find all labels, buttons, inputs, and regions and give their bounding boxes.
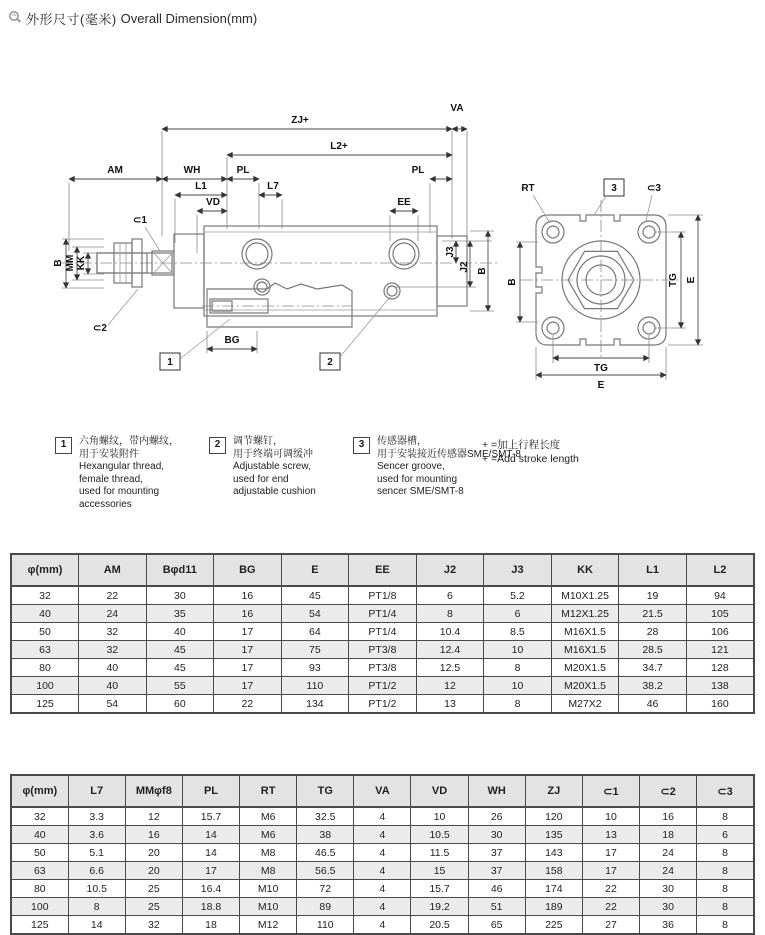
cell: M20X1.5 [551,677,619,695]
cell: 34.7 [619,659,687,677]
cell: 125 [11,695,79,714]
cell: 18.8 [182,898,239,916]
table-row [11,880,754,898]
cell: 45 [146,659,214,677]
header-row [11,775,754,807]
cell: 13 [416,695,484,714]
cell: 46 [619,695,687,714]
stroke-note-en: + =Add stroke length [482,453,579,465]
cell: 40 [79,659,147,677]
dim-label-j2: J2 [459,261,470,273]
cell: 10 [582,807,639,826]
callout-2 [320,297,390,370]
cell: 16 [125,826,182,844]
cell: 18 [640,826,697,844]
cell: 125 [11,916,68,935]
drawing-area [0,91,765,398]
cell: 10 [411,807,468,826]
column-header: WH [468,775,525,807]
cell: 10.5 [411,826,468,844]
cell: 15 [411,862,468,880]
cell: 30 [146,586,214,605]
cell: M27X2 [551,695,619,714]
note-marker: 3 [353,437,370,454]
dim-label-l1: L1 [195,181,207,192]
cell: 16 [640,807,697,826]
cell: 14 [182,844,239,862]
note-text: 调节螺钉， 用于终端可调缓冲 Adjustable screw, used for end adjustable cushion [233,436,316,497]
column-header: L1 [619,554,687,586]
cell: 121 [686,641,754,659]
cell: 46.5 [297,844,354,862]
cell: 27 [582,916,639,935]
note-marker: 1 [55,437,72,454]
cell: 28.5 [619,641,687,659]
cell: 189 [525,898,582,916]
end-extension-lines [516,215,703,380]
cell: 17 [582,862,639,880]
callout-2-number: 2 [327,357,333,368]
cell: 60 [146,695,214,714]
cell: 8 [416,605,484,623]
cell: 10.4 [416,623,484,641]
table-row [11,659,754,677]
dim-label-rt: RT [521,183,535,194]
cell: 8 [484,659,552,677]
cell: 16 [214,605,282,623]
cell: 32 [79,623,147,641]
cell: 19 [619,586,687,605]
cell: 11.5 [411,844,468,862]
cell: 26 [468,807,525,826]
column-header: AM [79,554,147,586]
cell: 20 [125,844,182,862]
cell: 13 [582,826,639,844]
cell: M16X1.5 [551,641,619,659]
cell: 20 [125,862,182,880]
cell: 75 [281,641,349,659]
cell: 8 [68,898,125,916]
page-title [0,0,765,28]
note-text: 传感器槽， 用于安装接近传感器SME/SMT-8 Sencer groove, used for mounting sencer SME/SMT-8 [377,436,521,497]
cell: 16 [214,586,282,605]
cell: 6.6 [68,862,125,880]
column-header: Bφd11 [146,554,214,586]
cell: 138 [686,677,754,695]
cell: M6 [240,807,297,826]
cell: 21.5 [619,605,687,623]
column-header: VD [411,775,468,807]
column-header: BG [214,554,282,586]
dim-label-va: VA [450,103,464,114]
cell: 30 [640,898,697,916]
cell: 14 [182,826,239,844]
cell: 38.2 [619,677,687,695]
cell: 10 [484,641,552,659]
column-header: φ(mm) [11,775,68,807]
table-row [11,844,754,862]
table-row [11,605,754,623]
cell: 25 [125,880,182,898]
dim-label-e-bottom: E [597,380,605,391]
cell: 134 [281,695,349,714]
cell: 8 [697,898,754,916]
cell: 160 [686,695,754,714]
cell: 128 [686,659,754,677]
cell: 45 [281,586,349,605]
cell: 8.5 [484,623,552,641]
table-row [11,641,754,659]
wrench-marker-3: ⊂3 [647,183,661,194]
cell: 5.2 [484,586,552,605]
table-row [11,807,754,826]
cell: 24 [640,844,697,862]
dim-label-ee: EE [397,197,411,208]
cell: 22 [582,880,639,898]
cell: 54 [79,695,147,714]
cell: 22 [214,695,282,714]
table-row [11,623,754,641]
cell: 8 [697,807,754,826]
cell: 8 [484,695,552,714]
table-row [11,677,754,695]
cell: 50 [11,623,79,641]
cell: 17 [214,677,282,695]
callout-3-number: 3 [611,183,617,194]
cell: 10 [484,677,552,695]
cell: 17 [214,659,282,677]
cell: M12X1.25 [551,605,619,623]
cell: 12.4 [416,641,484,659]
column-header: φ(mm) [11,554,79,586]
dim-label-bg: BG [224,335,240,346]
dim-label-l2: L2+ [330,141,348,152]
cell: PT1/2 [349,677,417,695]
cell: 12 [125,807,182,826]
column-header: VA [354,775,411,807]
cell: 22 [582,898,639,916]
cell: 110 [297,916,354,935]
cell: 17 [582,844,639,862]
cell: PT1/4 [349,623,417,641]
cell: PT3/8 [349,659,417,677]
cell: 4 [354,807,411,826]
cell: 89 [297,898,354,916]
cell: 40 [146,623,214,641]
cell: 40 [11,826,68,844]
dim-label-b-left: B [53,259,64,267]
cell: 63 [11,641,79,659]
column-header: KK [551,554,619,586]
cell: 4 [354,844,411,862]
stroke-length-note [482,438,579,466]
cell: 36 [640,916,697,935]
column-header: RT [240,775,297,807]
end-view-drawing [506,175,721,393]
cell: 40 [79,677,147,695]
cell: M12 [240,916,297,935]
cell: 18 [182,916,239,935]
callout-3 [594,179,624,215]
column-header: J3 [484,554,552,586]
cell: 4 [354,916,411,935]
column-header: ⊂1 [582,775,639,807]
cell: 37 [468,862,525,880]
cell: 25 [125,898,182,916]
cell: 80 [11,880,68,898]
cell: 45 [146,641,214,659]
cell: 40 [11,605,79,623]
dim-label-zj: ZJ+ [291,115,309,126]
cell: M8 [240,844,297,862]
notes-section [0,436,765,511]
cell: 16.4 [182,880,239,898]
cell: M16X1.5 [551,623,619,641]
column-header: EE [349,554,417,586]
cell: 12.5 [416,659,484,677]
wrench-marker-1: ⊂1 [133,215,147,226]
cell: 106 [686,623,754,641]
cell: 4 [354,880,411,898]
cell: 54 [281,605,349,623]
cell: 37 [468,844,525,862]
table-row [11,862,754,880]
cell: 94 [686,586,754,605]
cell: 32 [11,586,79,605]
cell: 5.1 [68,844,125,862]
cell: 50 [11,844,68,862]
dim-label-wh: WH [183,165,201,176]
cell: 225 [525,916,582,935]
cell: 8 [697,916,754,935]
cell: 63 [11,862,68,880]
column-header: MMφf8 [125,775,182,807]
cell: 30 [640,880,697,898]
cell: 10.5 [68,880,125,898]
column-header: E [281,554,349,586]
dim-label-tg-bottom: TG [594,363,608,374]
cell: 158 [525,862,582,880]
cell: 3.3 [68,807,125,826]
note-text: 六角螺纹，带内螺纹， 用于安装附件 Hexangular thread, female thread, used for mounting accessories [79,436,179,510]
cell: 100 [11,677,79,695]
cell: 6 [484,605,552,623]
page-title-en: Overall Dimension(mm) [120,11,258,26]
column-header: L7 [68,775,125,807]
cell: 4 [354,898,411,916]
extension-lines [62,131,494,353]
cell: PT1/8 [349,586,417,605]
cell: PT1/4 [349,605,417,623]
cell: 17 [214,623,282,641]
cell: 22 [79,586,147,605]
side-view-drawing [52,91,512,376]
cell: 15.7 [411,880,468,898]
note-marker: 2 [209,437,226,454]
cell: 15.7 [182,807,239,826]
cell: 65 [468,916,525,935]
cell: 8 [697,844,754,862]
dim-label-vd: VD [206,197,220,208]
cell: 20.5 [411,916,468,935]
cell: 24 [640,862,697,880]
column-header: TG [297,775,354,807]
cell: 120 [525,807,582,826]
dim-label-b-right: B [477,267,488,275]
dimension-table-1 [10,553,755,714]
wrench-marker-2: ⊂2 [93,323,107,334]
cell: 4 [354,862,411,880]
dim-label-mm: MM [65,254,76,272]
cylinder-side-body [60,226,500,327]
end-dimension-lines [520,215,698,375]
header-row [11,554,754,586]
cell: 72 [297,880,354,898]
dim-label-b-end: B [507,278,518,286]
column-header: ZJ [525,775,582,807]
cell: PT1/2 [349,695,417,714]
cell: 8 [697,880,754,898]
table-row [11,916,754,935]
column-header: PL [182,775,239,807]
dim-label-tg-right: TG [668,273,679,287]
dim-label-pl-left: PL [236,165,250,176]
cell: 38 [297,826,354,844]
lens-icon [8,10,22,27]
cell: M6 [240,826,297,844]
table-row [11,586,754,605]
cell: 55 [146,677,214,695]
cell: 32 [11,807,68,826]
cell: 32.5 [297,807,354,826]
cell: 17 [214,641,282,659]
cell: 6 [697,826,754,844]
cell: 3.6 [68,826,125,844]
cell: 24 [79,605,147,623]
cell: 64 [281,623,349,641]
cell: 17 [182,862,239,880]
cell: 46 [468,880,525,898]
table-row [11,826,754,844]
cylinder-end-body [521,200,681,360]
cell: 14 [68,916,125,935]
cell: M10 [240,898,297,916]
table-row [11,898,754,916]
footnote [55,436,197,511]
cell: 56.5 [297,862,354,880]
cell: 8 [697,862,754,880]
cell: 51 [468,898,525,916]
cell: 32 [79,641,147,659]
cell: 93 [281,659,349,677]
dimension-table-2 [10,774,755,935]
cell: 135 [525,826,582,844]
cell: 110 [281,677,349,695]
dim-label-e-right: E [686,276,697,284]
cell: 35 [146,605,214,623]
footnote [209,436,341,511]
cell: 105 [686,605,754,623]
dim-label-kk: KK [76,255,87,271]
cell: 174 [525,880,582,898]
cell: 6 [416,586,484,605]
cell: 4 [354,826,411,844]
table-row [11,695,754,714]
stroke-note-zh: + =加上行程长度 [482,439,561,451]
cell: 143 [525,844,582,862]
dim-label-am: AM [107,165,123,176]
cell: 12 [416,677,484,695]
cell: 80 [11,659,79,677]
column-header: J2 [416,554,484,586]
dim-label-l7: L7 [267,181,279,192]
cell: 19.2 [411,898,468,916]
cell: 28 [619,623,687,641]
column-header: L2 [686,554,754,586]
column-header: ⊂2 [640,775,697,807]
cell: M10 [240,880,297,898]
column-header: ⊂3 [697,775,754,807]
cell: 32 [125,916,182,935]
cell: M8 [240,862,297,880]
dim-label-pl-right: PL [411,165,425,176]
cell: 100 [11,898,68,916]
page-title-zh: 外形尺寸(毫米) [26,12,117,27]
callout-1-number: 1 [167,357,173,368]
cell: M20X1.5 [551,659,619,677]
cell: M10X1.25 [551,586,619,605]
dim-label-j3: J3 [445,246,456,258]
cell: 30 [468,826,525,844]
cell: PT3/8 [349,641,417,659]
